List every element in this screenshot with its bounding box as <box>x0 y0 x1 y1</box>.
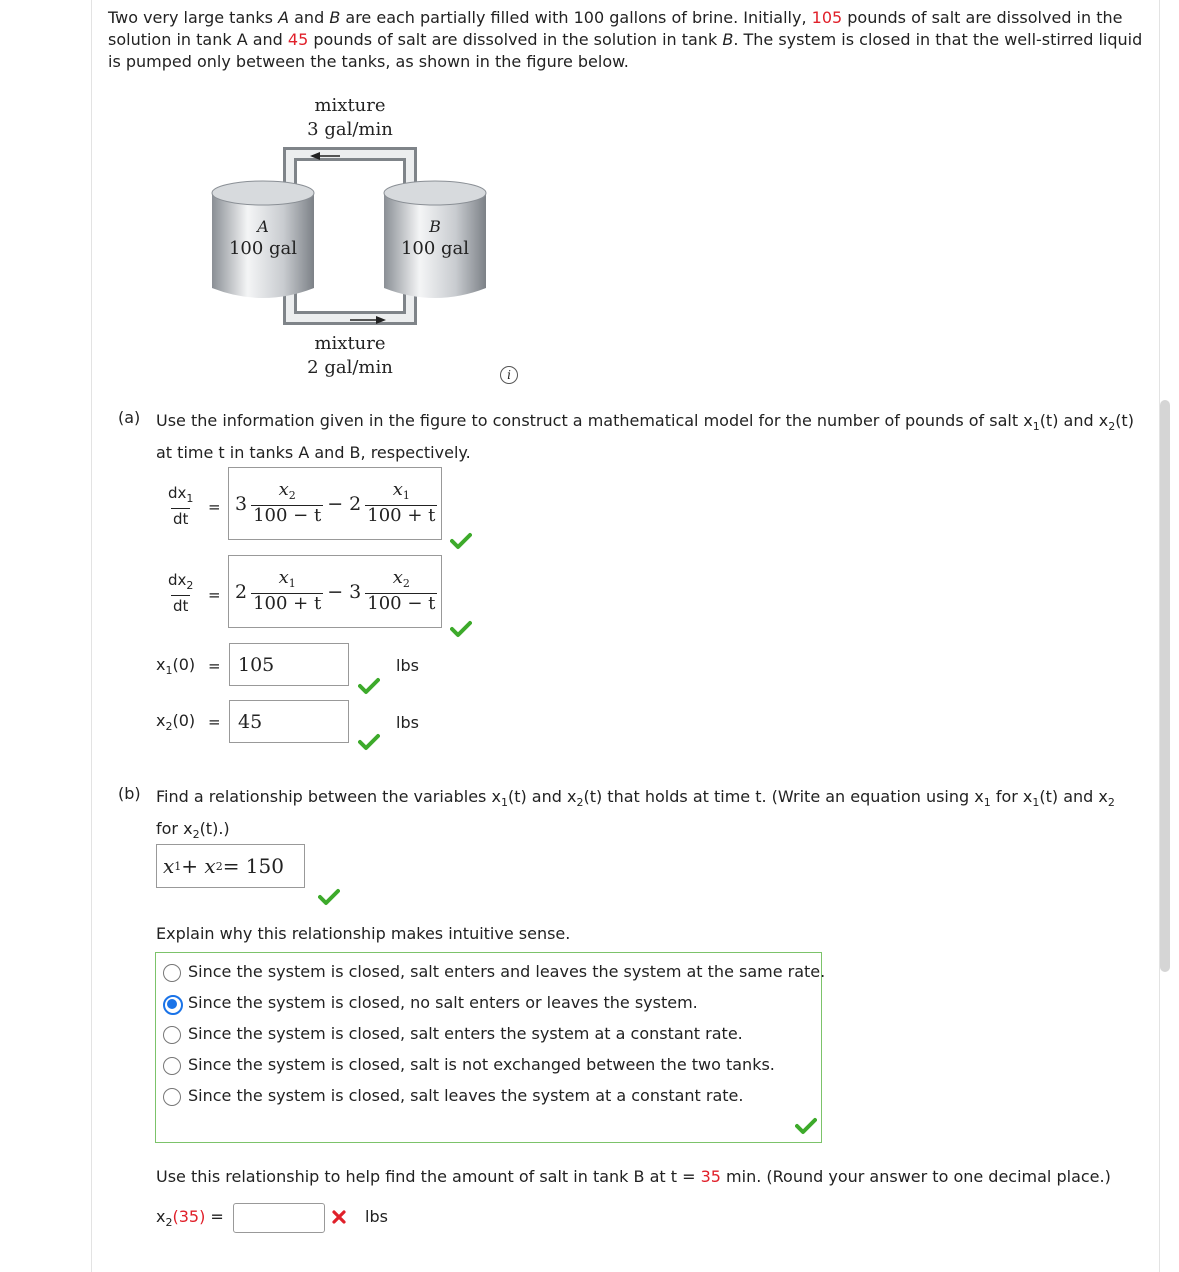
x2-0-correct-icon <box>358 733 380 751</box>
x1-0-equals: = <box>208 657 221 675</box>
salt-a-value: 105 <box>811 8 843 27</box>
x2-35-unit: lbs <box>365 1207 388 1226</box>
option-label-2[interactable]: Since the system is closed, no salt enters or leaves the system. <box>188 993 698 1012</box>
dx2-dt-label: $\frac{dx_2}{dt}$ <box>168 571 194 615</box>
x2-0-equals: = <box>208 713 221 731</box>
top-flow-label: mixture 3 gal/min <box>307 95 393 140</box>
dx2-answer-box[interactable]: 2 $\frac{x_1}{100 + t}$ − 3 $\frac{x_2}{100 - t}$ <box>228 555 442 628</box>
bottom-flow-label: mixture 2 gal/min <box>307 333 393 378</box>
option-radio-5[interactable] <box>163 1088 181 1106</box>
dx1-equals: = <box>208 498 221 516</box>
relationship-correct-icon <box>318 888 340 906</box>
top-pipe <box>290 154 410 188</box>
option-radio-1[interactable] <box>163 964 181 982</box>
dx1-correct-icon <box>450 532 472 550</box>
x1-0-correct-icon <box>358 677 380 695</box>
scrollbar[interactable] <box>1160 400 1170 972</box>
relationship-answer-box[interactable]: x 1 + x 2 = 150 <box>156 844 305 888</box>
part-b-question: Find a relationship between the variables $x_1(t)$ and $x_2(t)$ that holds at time t. (Write an equation using $x_1$ for $x_1(t)$ and $x_2$ for $x_2(t)$.) <box>156 787 1115 841</box>
x2-0-input[interactable]: 45 <box>229 700 349 743</box>
explain-prompt: Explain why this relationship makes intuitive sense. <box>156 924 571 943</box>
use-relationship-prompt: Use this relationship to help find the amount of salt in tank B at t = 35 min. (Round your answer to one decimal place.) <box>156 1167 1111 1186</box>
x2-0-unit: lbs <box>396 713 419 732</box>
x2-35-label: $x_2(35)$ = <box>156 1207 224 1229</box>
tank-b-label: B 100 gal <box>400 217 470 259</box>
option-label-4[interactable]: Since the system is closed, salt is not exchanged between the two tanks. <box>188 1055 775 1074</box>
explanation-correct-icon <box>795 1117 817 1135</box>
part-a-question: Use the information given in the figure to construct a mathematical model for the number of pounds of salt $x_1(t)$ and $x_2(t)$ at time t in tanks A and B, respectively. <box>156 411 1134 462</box>
option-label-1[interactable]: Since the system is closed, salt enters and leaves the system at the same rate. <box>188 962 826 981</box>
option-label-3[interactable]: Since the system is closed, salt enters the system at a constant rate. <box>188 1024 743 1043</box>
option-radio-2[interactable] <box>163 995 183 1015</box>
time-value: 35 <box>700 1167 721 1186</box>
intro-paragraph: Two very large tanks A and B are each partially filled with 100 gallons of brine. Initially, 105 pounds of salt are dissolved in the solution in tank A and 45 pounds of salt are dissolved in the solution in tank B. The system is closed in that the well-stirred liquid is pumped only between the tanks, as shown in the figure below. <box>108 8 1143 71</box>
x1-0-label: $x_1(0)$ <box>156 655 196 677</box>
dx1-answer-box[interactable]: 3 $\frac{x_2}{100 - t}$ − 2 $\frac{x_1}{100 + t}$ <box>228 467 442 540</box>
x2-0-label: $x_2(0)$ <box>156 711 196 733</box>
option-radio-4[interactable] <box>163 1057 181 1075</box>
dx2-equals: = <box>208 586 221 604</box>
option-label-5[interactable]: Since the system is closed, salt leaves the system at a constant rate. <box>188 1086 744 1105</box>
option-radio-3[interactable] <box>163 1026 181 1044</box>
x2-35-input[interactable] <box>233 1203 325 1233</box>
salt-b-value: 45 <box>287 30 309 49</box>
tank-a-label: A 100 gal <box>228 217 298 259</box>
dx2-correct-icon <box>450 620 472 638</box>
dx1-dt-label: $\frac{dx_1}{dt}$ <box>168 484 194 528</box>
part-a-label: (a) <box>118 408 141 427</box>
tank-figure <box>200 88 510 388</box>
incorrect-x-icon <box>331 1209 347 1225</box>
part-b-label: (b) <box>118 784 141 803</box>
x1-0-unit: lbs <box>396 656 419 675</box>
x1-0-input[interactable]: 105 <box>229 643 349 686</box>
info-icon[interactable]: i <box>500 366 518 384</box>
